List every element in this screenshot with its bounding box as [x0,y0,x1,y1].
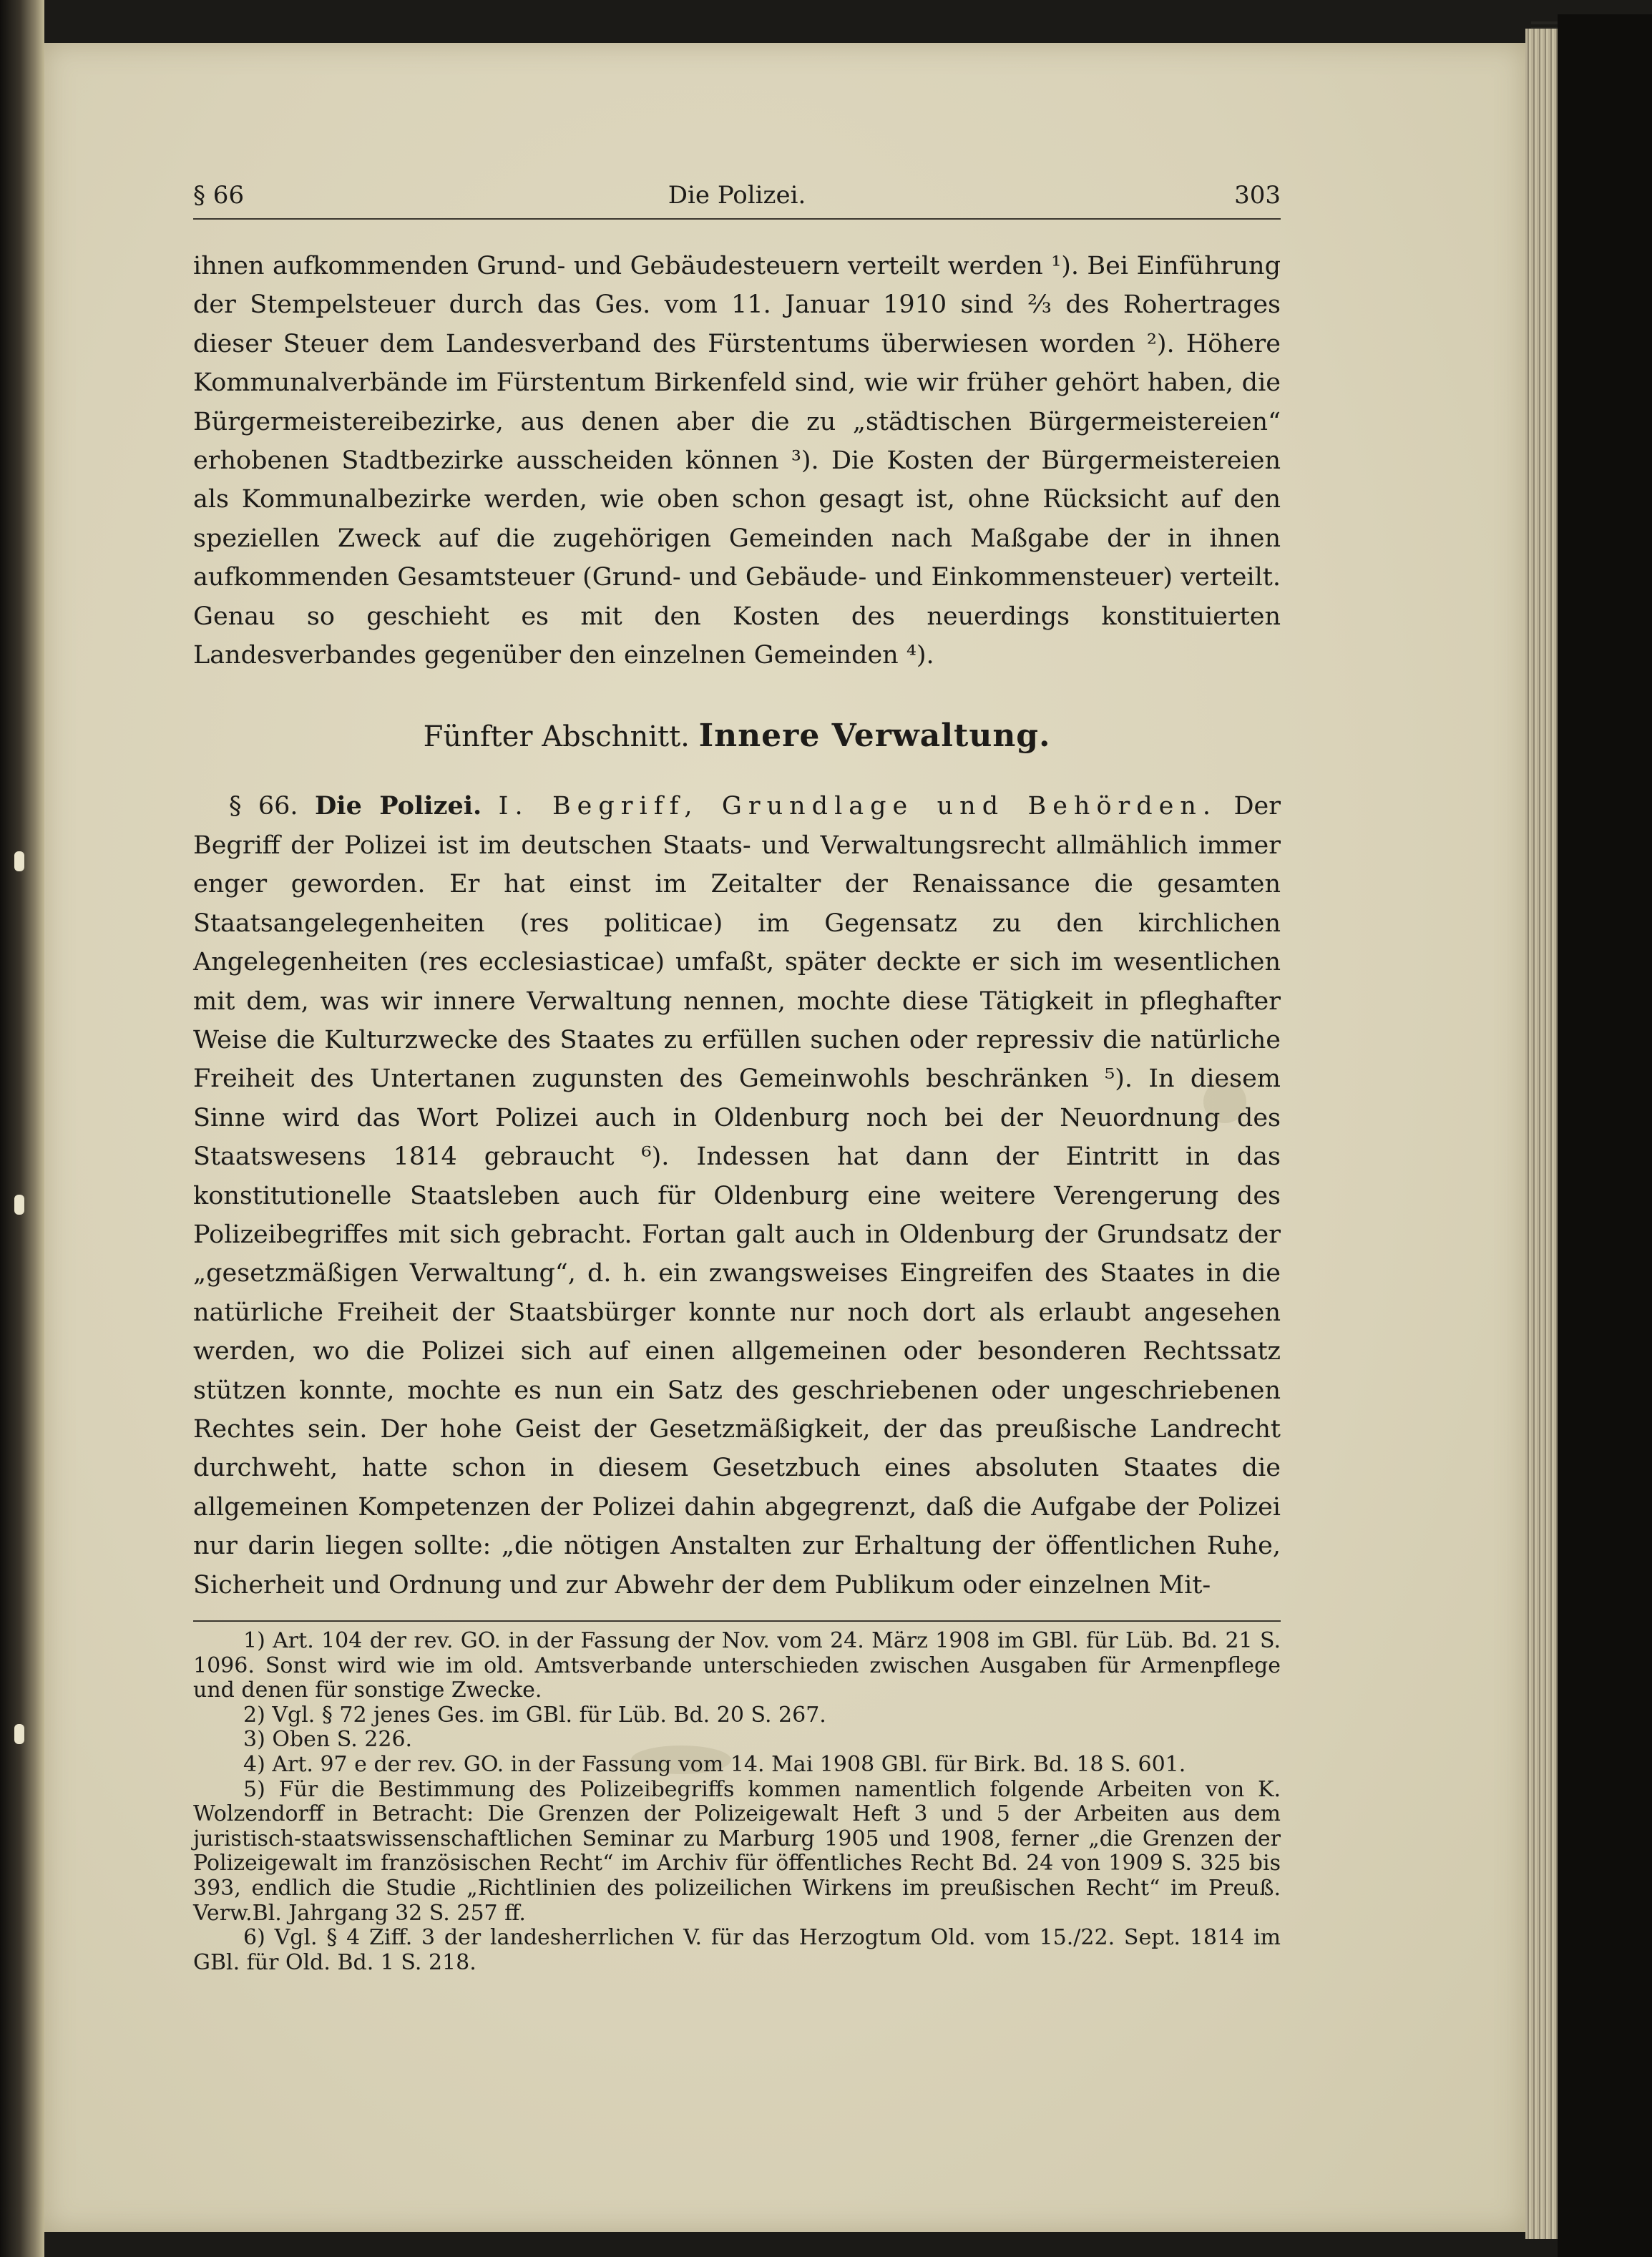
running-header [193,175,1281,220]
paragraph-66 [193,787,1281,1605]
page-stack-edge [1525,29,1558,2239]
paragraph-title: Die Polizei. [314,791,482,821]
page-number: 303 [1234,181,1281,210]
intro-paragraph: ihnen aufkommenden Grund- und Gebäudesteuern verteilt werden ¹). Bei Einführung der Stempelsteuer durch das Ges. vom 11. Januar 1910 sind ⅔ des Rohertrages dieser Steuer dem Landesverband des Fürstentums überwiesen worden ²). Höhere Kommunalverbände im Fürstentum Birkenfeld sind, wie wir früher gehört haben, die Bürgermeistereibezirke, aus denen aber die zu „städtischen Bürgermeistereien“ erhobenen Stadtbezirke ausscheiden können ³). Die Kosten der Bürgermeistereien als Kommunalbezirke werden, wie oben schon gesagt ist, ohne Rücksicht auf den speziellen Zweck auf die zugehörigen Gemeinden nach Maßgabe der in ihnen aufkommenden Gesamtsteuer (Grund- und Gebäude- und Einkommensteuer) verteilt. Genau so geschieht es mit den Kosten des neuerdings konstituierten Landesverbandes gegenüber den einzelnen Gemeinden ⁴). [193,252,1281,670]
header-running-title: Die Polizei. [668,181,806,210]
book-cover-edge [1558,14,1652,2257]
footnote: 2) Vgl. § 72 jenes Ges. im GBl. für Lüb. Bd. 20 S. 267. [243,1702,826,1728]
paragraph-text: Der Begriff der Polizei ist im deutschen Staats- und Verwaltungsrecht allmählich immer enger geworden. Er hat einst im Zeitalter der Renaissance die gesamten Staatsangelegenheiten (res politicae) im Gegensatz zu den kirchlichen Angelegenheiten (res ecclesiasticae) umfaßt, später deckte er sich im wesentlichen mit dem, was wir innere Verwaltung nennen, mochte diese Tätigkeit in pfleghafter Weise die Kulturzwecke des Staates zu erfüllen suchen oder repressiv die natürliche Freiheit des Untertanen zugunsten des Gemeinwohls beschränken ⁵). In diesem Sinne wird das Wort Polizei auch in Oldenburg noch bei der Neuordnung des Staatswesens 1814 gebraucht ⁶). Indessen hat dann der Eintritt in das konstitutionelle Staatsleben auch für Oldenburg eine weitere Verengerung des Polizeibegriffes mit sich gebracht. Fortan galt auch in Oldenburg der Grundsatz der „gesetzmäßigen Verwaltung“, d. h. ein zwangsweises Eingreifen des Staates in die natürliche Freiheit der Staatsbürger konnte nur noch dort als erlaubt angesehen werden, wo die Polizei sich auf einen allgemeinen oder besonderen Rechtssatz stützen konnte, mochte es nun ein Satz des geschriebenen oder ungeschriebenen Rechtes sein. Der hohe Geist der Gesetzmäßigkeit, der das preußische Landrecht durchweht, hatte schon in diesem Gesetzbuch eines absoluten Staates die allgemeinen Kompetenzen der Polizei dahin abgegrenzt, daß die Aufgabe der Polizei nur darin liegen sollte: „die nötigen Anstalten zur Erhaltung der öffentlichen Ruhe, Sicherheit und Ordnung und zur Abwehr der dem Publikum oder einzelnen Mit- [193,792,1281,1600]
footnote: 3) Oben S. 226. [243,1727,413,1753]
paragraph-number: § 66. [229,792,298,821]
page-content [193,175,1281,1975]
header-section-ref: § 66 [193,181,245,210]
binding-hole [14,1724,24,1744]
footnote: 1) Art. 104 der rev. GO. in der Fassung der Nov. vom 24. März 1908 im GBl. für Lüb. Bd. 21 S. 1096. Sonst wird wie im old. Amtsverbande unterschieden zwischen Ausgaben für Armenpflege und denen für sonstige Zwecke. [193,1628,1281,1703]
footnotes [193,1620,1281,1975]
binding-hole [14,1195,24,1215]
main-text [193,247,1281,1605]
footnote: 6) Vgl. § 4 Ziff. 3 der landesherrlichen V. für das Herzogtum Old. vom 15./22. Sept. 1814 im GBl. für Old. Bd. 1 S. 218. [193,1925,1281,1975]
binding-hole [14,851,24,871]
footnote: 4) Art. 97 e der rev. GO. in der Fassung vom 14. Mai 1908 GBl. für Birk. Bd. 18 S. 601. [243,1751,1186,1777]
book-spine-shadow [0,0,44,2257]
section-prefix: Fünfter Abschnitt. [423,720,690,754]
footnote: 5) Für die Bestimmung des Polizeibegriffs kommen namentlich folgende Arbeiten von K. Wolzendorff in Betracht: Die Grenzen der Polizeigewalt Heft 3 und 5 der Arbeiten aus dem juristisch-staatswissenschaftlichen Seminar zu Marburg 1905 und 1908, ferner „die Grenzen der Polizeigewalt im französischen Recht“ im Archiv für öffentliches Recht Bd. 24 von 1909 S. 325 bis 393, endlich die Studie „Richtlinien des polizeilichen Wirkens im preußischen Recht“ im Preuß. Verw.Bl. Jahrgang 32 S. 257 ff. [193,1776,1281,1926]
section-title: Innere Verwaltung. [698,718,1051,755]
section-heading [193,715,1281,758]
paragraph-subheading: I. Begriff, Grundlage und Behörden. [498,792,1218,821]
